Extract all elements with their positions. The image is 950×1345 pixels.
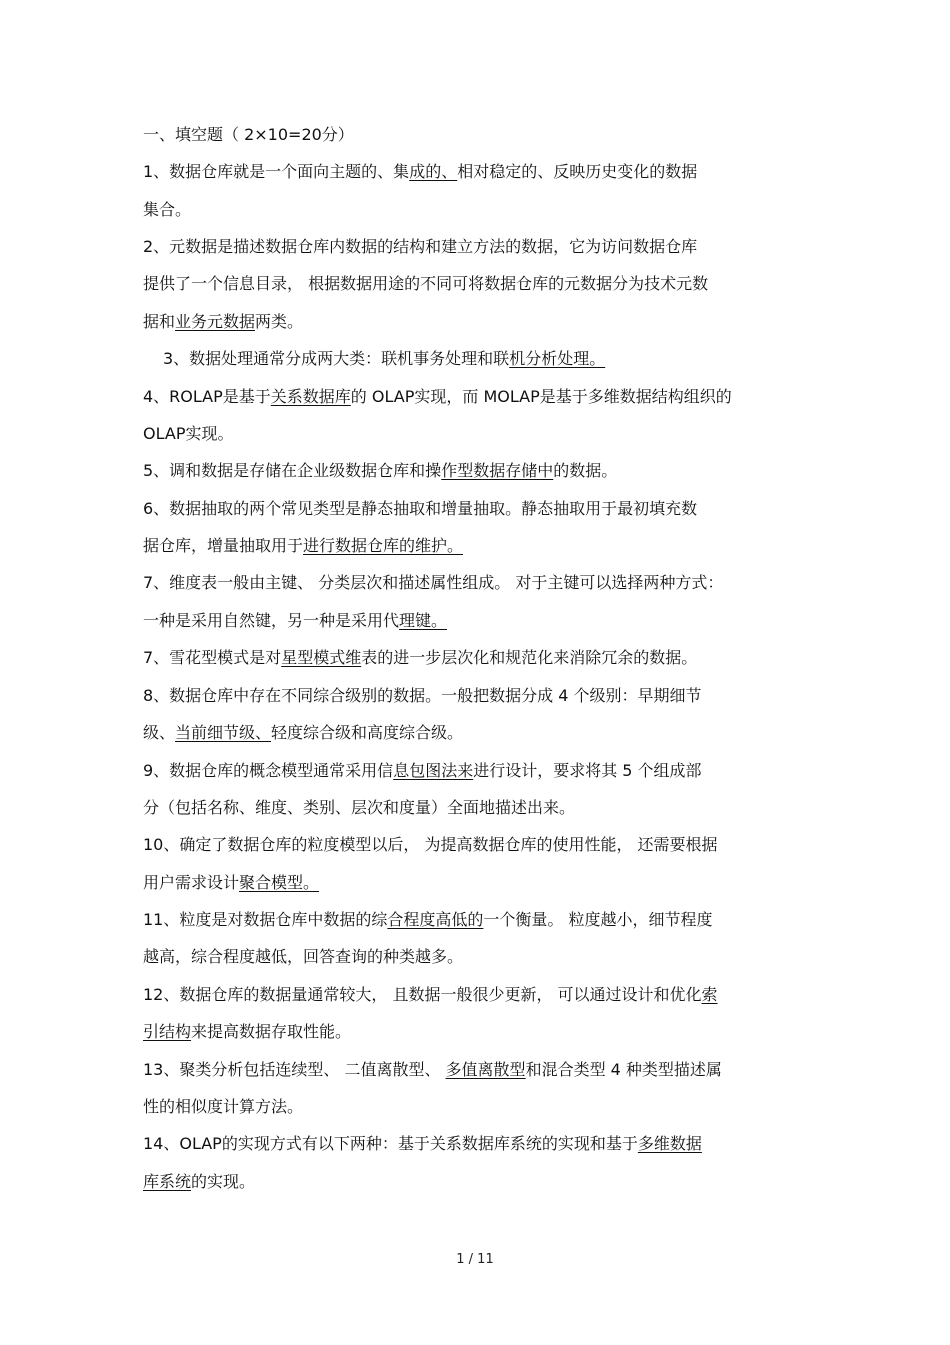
answer-blank: 机分析处理。 — [509, 349, 606, 368]
text-line — [143, 386, 732, 408]
answer-blank: 进行数据仓库的维护。 — [303, 536, 464, 555]
answer-blank: 库系统 — [143, 1172, 192, 1191]
text-run: 3、数据处理通常分成两大类：联机事务处理和联 — [163, 349, 510, 368]
text-line — [143, 946, 463, 968]
answer-blank: 业务元数据 — [175, 312, 256, 331]
text-run: 相对稳定的、反映历史变化的数据 — [457, 162, 698, 181]
text-line — [143, 572, 723, 594]
text-run: 和混合类型 4 种类型描述属 — [525, 1060, 722, 1079]
text-run: 表的进一步层次化和规范化来消除冗余的数据。 — [361, 648, 698, 667]
text-run: 11、粒度是对数据仓库中数据的综 — [143, 910, 388, 929]
answer-blank: 作型数据存储中 — [441, 461, 554, 480]
text-line — [143, 273, 708, 295]
text-run: OLAP实现。 — [143, 424, 234, 443]
text-line — [143, 236, 697, 258]
text-run: 性的相似度计算方法。 — [143, 1097, 304, 1116]
answer-blank: 多维数据 — [637, 1134, 702, 1153]
answer-blank: 当前细节级、 — [175, 723, 272, 742]
text-line — [143, 610, 447, 632]
text-run: 1、数据仓库就是一个面向主题的、集 — [143, 162, 410, 181]
text-run: 14、OLAP的实现方式有以下两种：基于关系数据库系统的实现和基于 — [143, 1134, 638, 1153]
text-run: 一、填空题（ 2×10=20分） — [143, 125, 354, 144]
answer-blank: 索 — [701, 985, 718, 1004]
text-run: 6、数据抽取的两个常见类型是静态抽取和增量抽取。静态抽取用于最初填充数 — [143, 499, 698, 518]
answer-blank: 聚合模型。 — [239, 873, 320, 892]
text-run: 据仓库，增量抽取用于 — [143, 536, 304, 555]
text-line — [143, 1059, 722, 1081]
text-line — [143, 685, 702, 707]
text-run: 7、雪花型模式是对 — [143, 648, 282, 667]
text-line — [143, 984, 718, 1006]
text-run: 13、聚类分析包括连续型、 二值离散型、 — [143, 1060, 446, 1079]
text-run: 的实现。 — [191, 1172, 256, 1191]
text-line — [143, 647, 697, 669]
text-line — [143, 872, 319, 894]
text-run: 一种是采用自然键，另一种是采用代 — [143, 611, 400, 630]
text-line — [143, 423, 233, 445]
text-run: 级、 — [143, 723, 176, 742]
text-line — [143, 722, 463, 744]
text-run: 分（包括名称、维度、类别、层次和度量）全面地描述出来。 — [143, 798, 576, 817]
text-run: 两类。 — [255, 312, 304, 331]
text-run: 的 OLAP实现，而 MOLAP是基于多维数据结构组织的 — [350, 387, 732, 406]
answer-blank: 关系数据库 — [270, 387, 351, 406]
text-run: 一个衡量。 粒度越小，细节程度 — [483, 910, 713, 929]
answer-blank: 合程度高低的 — [387, 910, 484, 929]
text-line — [143, 1171, 255, 1193]
text-line — [143, 1021, 351, 1043]
text-run: 据和 — [143, 312, 176, 331]
page-number: 1 / 11 — [456, 1252, 494, 1267]
text-line — [143, 311, 303, 333]
text-run: 提供了一个信息目录， 根据数据用途的不同可将数据仓库的元数据分为技术元数 — [143, 274, 709, 293]
text-line — [163, 348, 605, 370]
text-run: 9、数据仓库的概念模型通常采用信 — [143, 761, 394, 780]
text-run: 5、调和数据是存储在企业级数据仓库和操 — [143, 461, 442, 480]
answer-blank: 息包图法来 — [393, 761, 474, 780]
text-run: 用户需求设计 — [143, 873, 240, 892]
text-line — [143, 535, 463, 557]
text-line — [143, 460, 617, 482]
text-line — [143, 199, 191, 221]
answer-blank: 星型模式维 — [281, 648, 362, 667]
text-run: 4、ROLAP是基于 — [143, 387, 271, 406]
text-run: 越高，综合程度越低，回答查询的种类越多。 — [143, 947, 464, 966]
answer-blank: 成的、 — [409, 162, 458, 181]
text-line — [143, 834, 718, 856]
text-run: 轻度综合级和高度综合级。 — [271, 723, 464, 742]
text-line — [143, 161, 697, 183]
text-run: 12、数据仓库的数据量通常较大， 且数据一般很少更新， 可以通过设计和优化 — [143, 985, 702, 1004]
text-line — [143, 760, 702, 782]
text-line — [143, 1096, 303, 1118]
answer-blank: 理键。 — [399, 611, 448, 630]
text-line — [143, 124, 354, 146]
answer-blank: 多值离散型 — [445, 1060, 526, 1079]
text-line — [143, 1133, 702, 1155]
text-line — [143, 909, 712, 931]
text-run: 8、数据仓库中存在不同综合级别的数据。一般把数据分成 4 个级别：早期细节 — [143, 686, 702, 705]
text-run: 来提高数据存取性能。 — [191, 1022, 352, 1041]
answer-blank: 引结构 — [143, 1022, 192, 1041]
text-run: 2、元数据是描述数据仓库内数据的结构和建立方法的数据，它为访问数据仓库 — [143, 237, 698, 256]
text-run: 10、确定了数据仓库的粒度模型以后， 为提高数据仓库的使用性能， 还需要根据 — [143, 835, 718, 854]
text-run: 的数据。 — [553, 461, 618, 480]
text-run: 进行设计，要求将其 5 个组成部 — [473, 761, 702, 780]
text-run: 7、维度表一般由主键、 分类层次和描述属性组成。 对于主键可以选择两种方式： — [143, 573, 724, 592]
text-line — [143, 498, 697, 520]
text-line — [143, 797, 575, 819]
text-run: 集合。 — [143, 200, 192, 219]
